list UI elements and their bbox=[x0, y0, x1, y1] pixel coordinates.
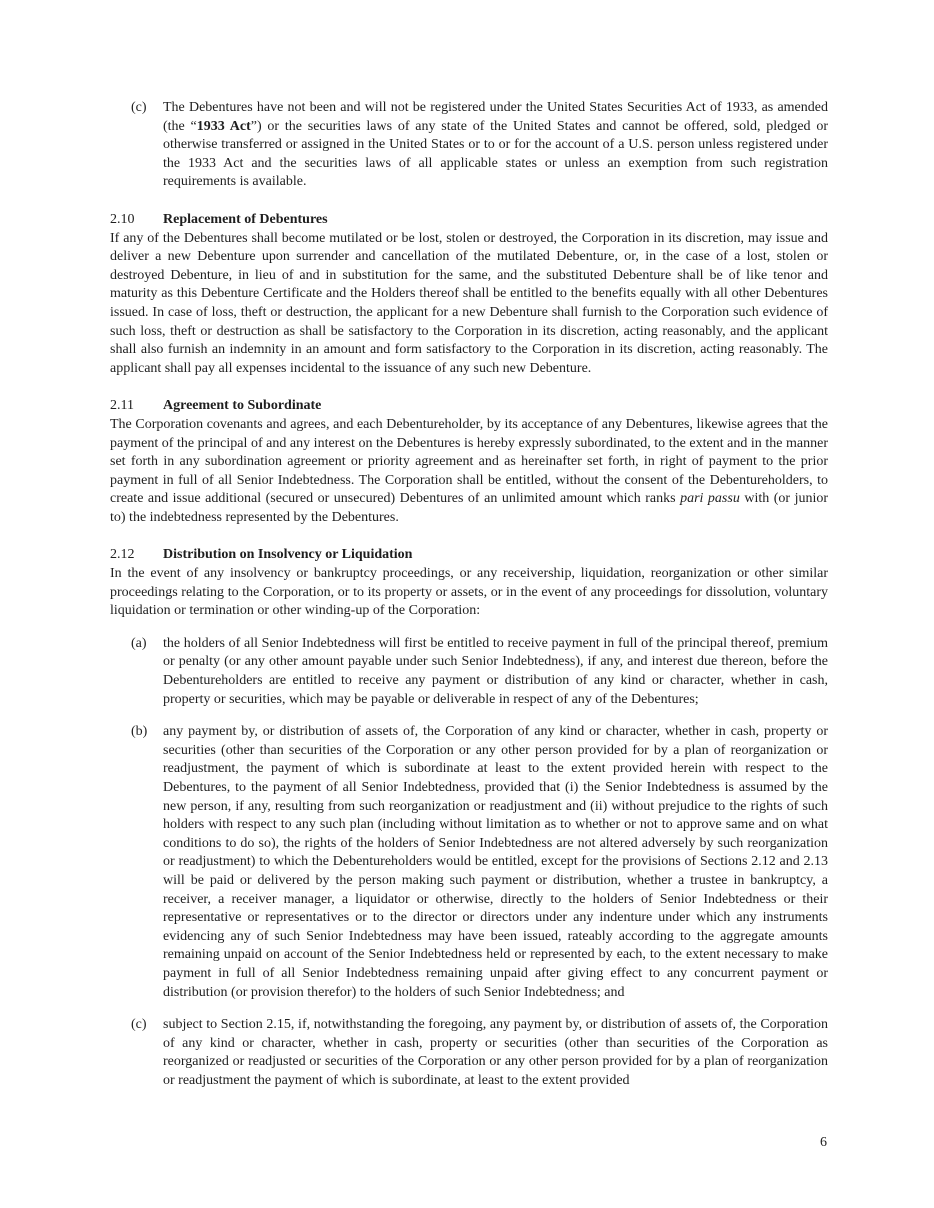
lead-clause-c bbox=[110, 99, 828, 192]
defined-term-1933-act: 1933 Act bbox=[196, 118, 251, 134]
section-2-10 bbox=[110, 211, 828, 378]
clause-text-segment: ”) or the securities laws of any state of the United States and cannot be offered, sold, pledged or otherwise transferred or assigned in the United States or to or for the account of a U.S. person unless registered under the 1933 Act and the securities laws of all applicable states or unless an exemption from such registration requirements is available. bbox=[163, 118, 828, 190]
section-number: 2.10 bbox=[110, 211, 135, 227]
section-heading bbox=[110, 546, 828, 565]
page-number: 6 bbox=[820, 1135, 827, 1150]
clause-text bbox=[163, 99, 828, 192]
clause-marker: (c) bbox=[131, 100, 147, 115]
clause-text-segment: The Debentures have not been and will not be registered under the United States Securities Act of 1933, as amended (the “ bbox=[163, 100, 828, 134]
section-title: Replacement of Debentures bbox=[163, 211, 328, 227]
page-content bbox=[110, 99, 828, 1091]
section-body: In the event of any insolvency or bankruptcy proceedings, or any receivership, liquidation, reorganization or other similar proceedings relating to the Corporation, or to its property or assets, or in the event of any proceedings for dissolution, voluntary liquidation or termination or other winding-up of the Corporation: bbox=[110, 566, 828, 619]
clause-text: the holders of all Senior Indebtedness will first be entitled to receive payment in full of the principal thereof, premium or penalty (or any other amount payable under such Senior Indebtedness), if any, and interest due thereon, before the Debentureholders are entitled to receive any payment or distribution of any kind or character, whether in cash, property or securities, which may be payable or deliverable in respect of any of the Debentures; bbox=[163, 635, 828, 707]
section-number: 2.11 bbox=[110, 398, 134, 414]
section-number: 2.12 bbox=[110, 547, 135, 563]
clause-marker: (b) bbox=[131, 724, 148, 740]
section-body bbox=[110, 416, 828, 528]
section-title: Distribution on Insolvency or Liquidation bbox=[163, 547, 413, 563]
section-2-12 bbox=[110, 546, 828, 1090]
clause-b bbox=[110, 723, 828, 1002]
clause-marker: (a) bbox=[131, 635, 147, 651]
section-title: Agreement to Subordinate bbox=[163, 398, 322, 414]
section-heading bbox=[110, 397, 828, 416]
clause-marker: (c) bbox=[131, 1017, 147, 1033]
section-body-segment: The Corporation covenants and agrees, and each Debentureholder, by its acceptance of any Debentures, likewise agrees that the payment of the principal of and any interest on the Debentures is hereby expressly subordinated, to the extent and in the manner set forth in any subordination agreement or priority agreement and as hereinafter set forth, in right of payment to the prior payment in full of all Senior Indebtedness. The Corporation shall be entitled, without the consent of the Debentureholders, to create and issue additional (secured or unsecured) Debentures of an unlimited amount which ranks bbox=[110, 416, 828, 507]
section-2-11 bbox=[110, 397, 828, 527]
clause-c bbox=[110, 1016, 828, 1090]
clause-text: subject to Section 2.15, if, notwithstanding the foregoing, any payment by, or distribution of assets of, the Corporation of any kind or character, whether in cash, property or securities (other than securities of the Corporation as reorganized or readjusted or securities of the Corporation or any other person provided for by a plan of reorganization or readjustment the payment of which is subordinate, at least to the extent provided bbox=[163, 1017, 828, 1088]
section-heading bbox=[110, 211, 828, 230]
latin-phrase-pari-passu: pari passu bbox=[680, 491, 740, 507]
clause-a bbox=[110, 635, 828, 709]
clause-text: any payment by, or distribution of assets of, the Corporation of any kind or character, whether in cash, property or securities (other than securities of the Corporation or any other person provided for by a plan of reorganization or readjustment, the payment of which is subordinate at least to the extent provided herein with respect to the Debentures, to the payment of all Senior Indebtedness, provided that (i) the Senior Indebtedness is assumed by the new person, if any, resulting from such reorganization or readjustment and (ii) without prejudice to the rights of such holders with respect to any such plan (including without limitation as to whether or not to approve same and on what conditions to do so), the rights of the holders of Senior Indebtedness are not altered adversely by such reorganization or readjustment) to which the Debentureholders would be entitled, except for the provisions of Sections 2.12 and 2.13 will be paid or delivered by the person making such payment or distribution, whether a trustee in bankruptcy, a receiver, a receiver manager, a liquidator or otherwise, directly to the holders of Senior Indebtedness or their representative or representatives or to the director or directors under any indenture under which any instruments evidencing any of such Senior Indebtedness may have been issued, rateably according to the aggregate amounts remaining unpaid on account of the Senior Indebtedness held or represented by each, to the extent necessary to make payment in full of all Senior Indebtedness remaining unpaid after giving effect to any concurrent payment or distribution (or provision therefor) to the holders of such Senior Indebtedness; and bbox=[163, 724, 828, 1000]
section-body: If any of the Debentures shall become mutilated or be lost, stolen or destroyed, the Corporation in its discretion, may issue and deliver a new Debenture upon surrender and cancellation of the mutilated Debenture, or, in the case of a lost, stolen or destroyed Debenture, in lieu of and in substitution for the same, and the substituted Debenture shall be of like tenor and maturity as this Debenture Certificate and the Holders thereof shall be entitled to the benefits equally with all other Debentures issued. In case of loss, theft or destruction, the applicant for a new Debenture shall furnish to the Corporation such evidence of such loss, theft or destruction as shall be satisfactory to the Corporation in its discretion, acting reasonably, and the applicant shall also furnish an indemnity in an amount and form satisfactory to the Corporation in its discretion, acting reasonably. The applicant shall pay all expenses incidental to the issuance of any such new Debenture. bbox=[110, 230, 828, 376]
section-body-segment: with (or junior to) the indebtedness represented by the Debentures. bbox=[110, 491, 829, 525]
